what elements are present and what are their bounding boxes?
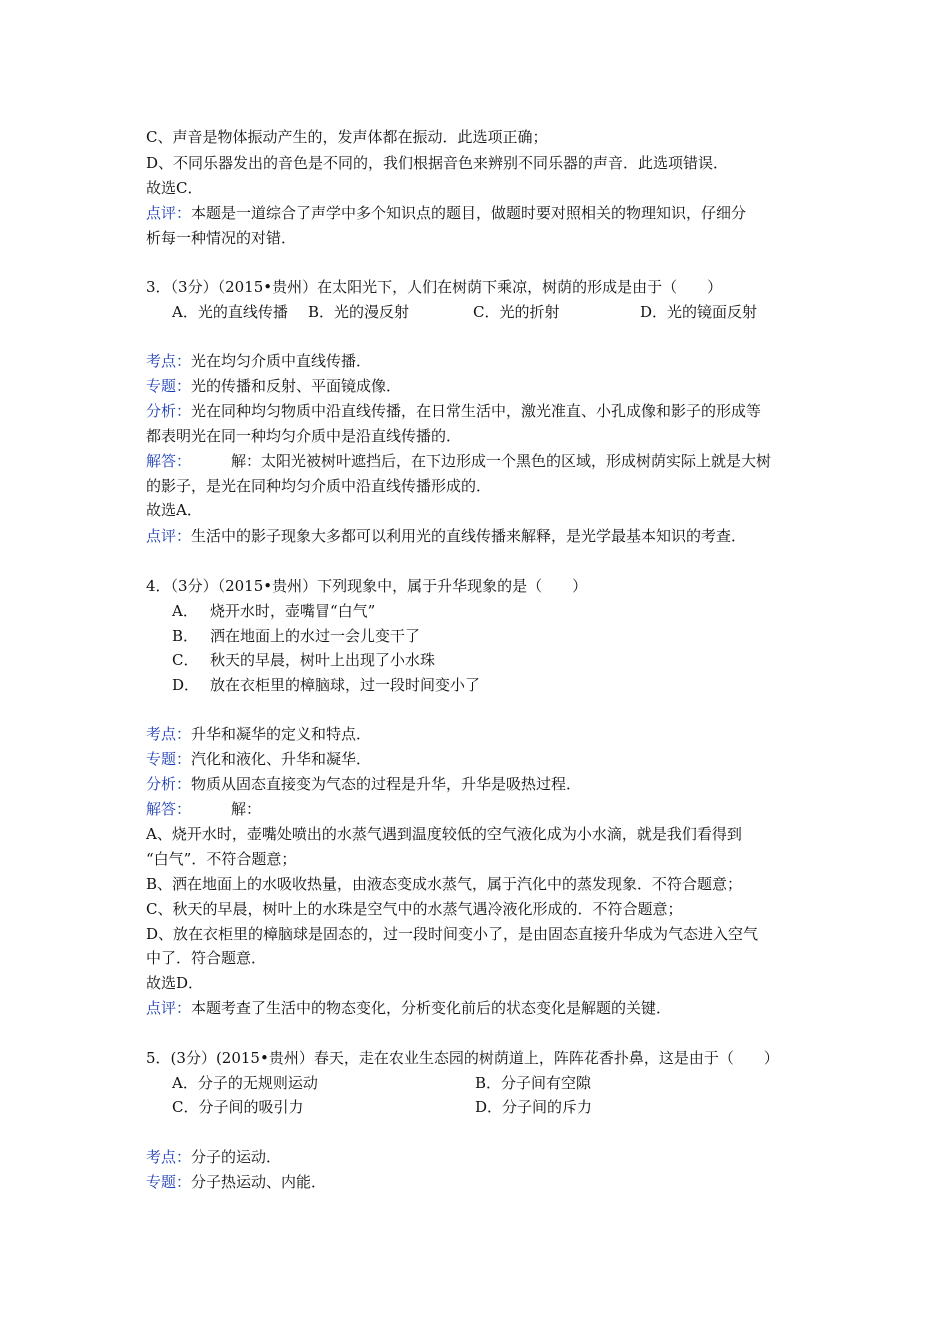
q3-jieda-cont: 的影子，是光在同种均匀介质中沿直线传播形成的． xyxy=(146,477,492,495)
q4-analysis-b: B、洒在地面上的水吸收热量，由液态变成水蒸气，属于汽化中的蒸发现象．不符合题意； xyxy=(146,875,743,893)
q4-zhuanti xyxy=(146,749,371,769)
zhuanti-text: 光的传播和反射、平面镜成像． xyxy=(191,377,402,395)
q4-option-b-letter: B． xyxy=(172,627,199,645)
q3-fenxi xyxy=(146,401,761,421)
zhuanti-label: 专题： xyxy=(146,377,192,395)
q5-kaodian xyxy=(146,1147,281,1167)
kaodian-label: 考点： xyxy=(146,1148,192,1166)
fenxi-text: 光在同种均匀物质中沿直线传播，在日常生活中，激光准直、小孔成像和影子的形成等 xyxy=(191,402,762,420)
q3-zhuanti xyxy=(146,376,401,396)
q4-analysis-a-cont: “白气”．不符合题意； xyxy=(146,850,297,868)
q2-answer: 故选C． xyxy=(146,179,203,197)
dianping-text: 本题考查了生活中的物态变化，分析变化前后的状态变化是解题的关键． xyxy=(191,999,672,1017)
q4-answer: 故选D． xyxy=(146,974,204,992)
fenxi-text: 物质从固态直接变为气态的过程是升华，升华是吸热过程． xyxy=(191,775,582,793)
q5-option-c: C．分子间的吸引力 xyxy=(172,1098,304,1116)
dianping-label: 点评： xyxy=(146,527,192,545)
q4-jieda xyxy=(146,799,261,819)
kaodian-text: 升华和凝华的定义和特点． xyxy=(191,725,372,743)
q3-fenxi-cont: 都表明光在同一种均匀介质中是沿直线传播的． xyxy=(146,427,462,445)
q5-option-d: D．分子间的斥力 xyxy=(475,1098,593,1116)
q4-analysis-d-cont: 中了．符合题意． xyxy=(146,949,267,967)
kaodian-label: 考点： xyxy=(146,725,192,743)
comment-label: 点评： xyxy=(146,204,192,222)
q4-analysis-a: A、烧开水时，壶嘴处喷出的水蒸气遇到温度较低的空气液化成为小水滴，就是我们看得到 xyxy=(146,825,742,843)
kaodian-text: 分子的运动． xyxy=(191,1148,282,1166)
zhuanti-label: 专题： xyxy=(146,750,192,768)
q4-option-c-text: 秋天的早晨，树叶上出现了小水珠 xyxy=(210,651,436,669)
zhuanti-label: 专题： xyxy=(146,1173,192,1191)
q3-dianping xyxy=(146,526,746,546)
q3-kaodian xyxy=(146,351,371,371)
comment-text: 本题是一道综合了声学中多个知识点的题目，做题时要对照相关的物理知识，仔细分 xyxy=(191,204,747,222)
q5-option-a: A．分子的无规则运动 xyxy=(172,1074,318,1092)
q2-analysis-d: D、不同乐器发出的音色是不同的，我们根据音色来辨别不同乐器的声音．此选项错误． xyxy=(146,154,729,172)
q4-option-a-text: 烧开水时，壶嘴冒“白气” xyxy=(210,602,376,620)
jieda-label: 解答： xyxy=(146,452,192,470)
zhuanti-text: 汽化和液化、升华和凝华． xyxy=(191,750,372,768)
dianping-text: 生活中的影子现象大多都可以利用光的直线传播来解释，是光学最基本知识的考查． xyxy=(191,527,747,545)
q5-stem: 5．(3分）(2015•贵州）春天，走在农业生态园的树荫道上，阵阵花香扑鼻，这是由于（ ） xyxy=(146,1049,779,1067)
q3-answer: 故选A． xyxy=(146,501,202,519)
q4-kaodian xyxy=(146,724,371,744)
kaodian-text: 光在均匀介质中直线传播． xyxy=(191,352,372,370)
jieda-text: 解：太阳光被树叶遮挡后，在下边形成一个黑色的区域，形成树荫实际上就是大树 xyxy=(231,452,772,470)
q4-option-c-letter: C． xyxy=(172,651,199,669)
q4-stem: 4．（3分）（2015•贵州）下列现象中，属于升华现象的是（ ） xyxy=(146,577,588,595)
q5-zhuanti xyxy=(146,1172,326,1192)
q4-fenxi xyxy=(146,774,581,794)
q2-comment-cont: 析每一种情况的对错． xyxy=(146,229,297,247)
fenxi-label: 分析： xyxy=(146,775,192,793)
kaodian-label: 考点： xyxy=(146,352,192,370)
q4-option-d-letter: D． xyxy=(172,676,200,694)
jieda-label: 解答： xyxy=(146,800,192,818)
fenxi-label: 分析： xyxy=(146,402,192,420)
zhuanti-text: 分子热运动、内能． xyxy=(191,1173,327,1191)
jieda-text: 解： xyxy=(231,800,262,818)
q4-analysis-c: C、秋天的早晨，树叶上的水珠是空气中的水蒸气遇冷液化形成的．不符合题意； xyxy=(146,900,683,918)
q3-option-b: B．光的漫反射 xyxy=(308,303,410,321)
dianping-label: 点评： xyxy=(146,999,192,1017)
q3-stem: 3．（3分）（2015•贵州）在太阳光下，人们在树荫下乘凉，树荫的形成是由于（ ） xyxy=(146,278,723,296)
q2-analysis-c: C、声音是物体振动产生的，发声体都在振动．此选项正确； xyxy=(146,128,548,146)
q4-option-d-text: 放在衣柜里的樟脑球，过一段时间变小了 xyxy=(210,676,481,694)
q3-jieda xyxy=(146,451,771,471)
q4-analysis-d: D、放在衣柜里的樟脑球是固态的，过一段时间变小了，是由固态直接升华成为气态进入空气 xyxy=(146,925,759,943)
q3-option-d: D．光的镜面反射 xyxy=(640,303,758,321)
q3-option-a: A．光的直线传播 xyxy=(172,303,288,321)
q4-option-a-letter: A． xyxy=(172,602,198,620)
q4-option-b-text: 洒在地面上的水过一会儿变干了 xyxy=(210,627,421,645)
q4-dianping xyxy=(146,998,671,1018)
q5-option-b: B．分子间有空隙 xyxy=(475,1074,592,1092)
q2-comment xyxy=(146,203,746,223)
q3-option-c: C．光的折射 xyxy=(473,303,560,321)
